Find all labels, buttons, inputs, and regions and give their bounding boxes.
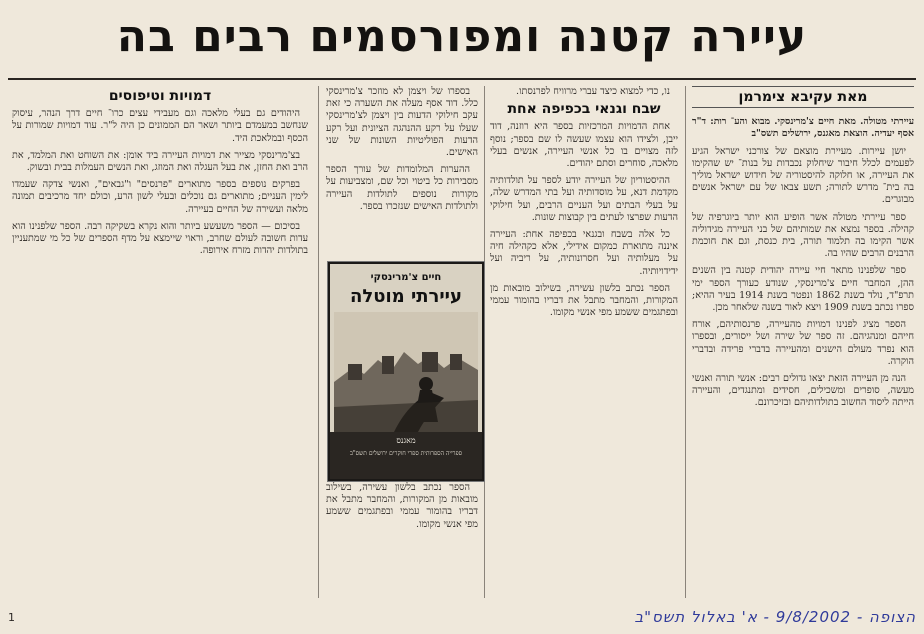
town-illustration-icon [334, 312, 478, 432]
column-1-paragraph: ספר שלפנינו מתאר חיי עיירה יהודית קטנה בין השנים ההן, המחבר חיים צ'מרינסקי, שנודע כעורך הספר ימי תרפ"ד, נולד בשנת 1862 ונפטר בשנת 1914 בעיר ההיא; ספרו נכתב בשנת 1909 ויצא לאור בשנה שלאחר מכן. [692, 265, 914, 314]
column-1-paragraph: הנה מן העיירה הזאת יצאו גדולים רבים: אנשי תורה ואנשי מעשה, סופרים ומשכילים, חסידים ומתנגדים, והעיירה הייתה ליסוד החשוב בתולדותיהם ובזיכרונם. [692, 373, 914, 409]
column-2-intro: נו, כדי למצוא כיצד עברי מרוויח לפרנסתו. [516, 86, 670, 97]
subheading-praise-and-blame: שבח וגנאי בכפיפה אחת [507, 101, 661, 118]
column-2-paragraph: הספר נכתב בלשון עשירה, בשילוב מובאות מן המקורות, והמחבר מתבל את דבריו בהומור עממי ובפתגמים ששמע מפי אנשי מקומו. [490, 282, 678, 319]
column-4-paragraph: בפרקים נוספים בספר מתוארים "פרנסים" ו"גבאים", ואנשי צדקה שעמדו לימין העניים; מתוארים גם נוכלים ובעלי לשון הרע, וכולם יחד מרכיבים תמונה מלאה ועשירה של החיים בעיירה. [12, 179, 308, 215]
column-2-paragraph: כל אלה בשבח ובגנאי בכפיפה אחת: העיירה איננה מתוארת כמקום אידילי, אלא כקהילה חיה על מעלותיה ועל חסרונותיה, על ריביה ועל ידידויותיה. [490, 229, 678, 277]
column-1-paragraph: ספר עיירתי מטולה אשר הופיע הוא יותר ביוגרפיה של קהילה. בספר נמצא את שמותיהם של בני העיירה מגידוליה אשר הקימו בה תלמוד תורה, בית כנסת, וגם את חוכמת הרבנים הרבים שהיו בה. [692, 211, 914, 260]
book-cover-image [328, 262, 484, 481]
column-3-bottom [326, 482, 478, 598]
column-separator [685, 86, 686, 598]
column-4 [12, 86, 308, 598]
byline: מאת עקיבא צימרמן [692, 86, 914, 108]
subheading-characters: דמויות וטיפוסים [108, 88, 212, 104]
column-3 [326, 86, 478, 256]
book-details: עיירתי מטולה. מאת חיים צ'מרינסקי. מבוא והע־ רות: ד"ר אסף יעדיה. הוצאת מאגנס, ירושלים תשס"ב [692, 116, 914, 140]
handwritten-source-note: הצופה - 9/8/2002 - א' באלול תשס"ב [634, 608, 916, 626]
column-3-paragraph: הספר נכתב בלשון עשירה, בשילוב מובאות מן המקורות, והמחבר מתבל את דבריו בהומור עממי ובפתגמים ששמע מפי אנשי מקומו. [326, 482, 478, 530]
book-title: עיירתי מוטלה [350, 286, 462, 307]
page-number: 1 [8, 610, 15, 624]
column-2 [490, 86, 678, 598]
headline-rule [8, 78, 916, 80]
article-headline: עיירה קטנה ומפורסמים רבים בה [116, 11, 808, 62]
clipping-footer [8, 604, 916, 630]
column-1-paragraph: הספר מציג לפנינו דמויות מהעיירה, פרנסותיהם, אורח חייהם ומנהגיהם. זה ספר של שירה ושל ייסורים, ובספרו הוא נפרד מעולם הישנים ומהעיירה בדברי פרידה ובדברי הוקרה. [692, 319, 914, 367]
column-1 [692, 86, 914, 598]
column-separator [318, 86, 319, 598]
column-2-paragraph: ההיסטוריון של העיירה יודע לספר על תולדותיה מקדמת דנא, על מוסדותיה ועל בתי המדרש שלה, על בעלי הבתים ועל העניים הרבים, ועל חילוקי הדעות שפרצו לעתים בין קבוצות שונות. [490, 175, 678, 223]
book-publisher: מאגנס [396, 436, 416, 445]
book-author: חיים צ'מרינסקי [370, 272, 442, 283]
column-3-paragraph: בספרו של ויצמן לא מוזכר צ'מרינסקי כלל. דוד אסף מעלה את השערה כי זאת עקב חילוקי הדעות בין ויצמן לצ'מרינסקי שעלו על רקע ההנהגה הציונית ועל רקע הדעות הפוליטיות השונות של שני האישים. [326, 86, 478, 159]
book-series: ספרייה הספרותית ספרי חוקרים ירושלים תשס"ב [349, 450, 463, 457]
column-2-paragraph: אחת הדמויות המרכזיות בספר היא רוזנה, דוד ייבן, ולצידו הוא עצמו שעשה לו שם בספר; נוסף לזה מצויים בו כל אנשי העיירה, אנשים בעלי מלאכה, סוחרים וסתם יהודים. [490, 121, 678, 170]
column-4-paragraph: היהודים גם בעלי מלאכה וגם מעבידי עצים כרו־ חיים דרך הנהר, עיסוק שנחשב במעמדם ביותר ושאר הם הממונים כן היה ל"ר. עוד דמויות שמורות על הכסף ובמלאכת היד. [12, 108, 308, 144]
column-3-paragraph: ההערות המלומדות של עורך הספר מסבירות כל ביטוי וכל שם, ומצביעות על מקורות נוספים לתולדות העיירה ולתולדות האישים שנזכרו בספר. [326, 164, 478, 212]
column-4-paragraph: בצ'מרינסקי מצייר את דמויות העיירה ביד אומן: את השוחט ואת המלמד, את הרב ואת החזן, את בעל העגלה ואת המוזג, ואת הנשים העמלות בבית ובשוק. [12, 149, 308, 174]
column-separator [484, 86, 485, 598]
column-1-paragraph: יושן עיירות. מעיירת מוצאם של צורכני ישראל הגיע לפעמים לכלל חיבור שיחלוק נכבדות על בנות־ יש שהקימו את העיירה, או חלוקה להיסטוריה של חידוש ישראל מוליך בה בית־ מדרש לתורה; תשע צבאו של עם ישראל אנשים מבוגרים. [692, 145, 914, 206]
column-4-paragraph: בסיכום — הספר משעשע ביותר והוא נקרא בשקיקה רבה. הספר שלפנינו הוא עדות חשובה לעולם שחרב, וראוי שיימצא על מדף הספרים של כל מי שמתעניין בתולדות יהדות מזרח אירופה. [12, 220, 308, 257]
